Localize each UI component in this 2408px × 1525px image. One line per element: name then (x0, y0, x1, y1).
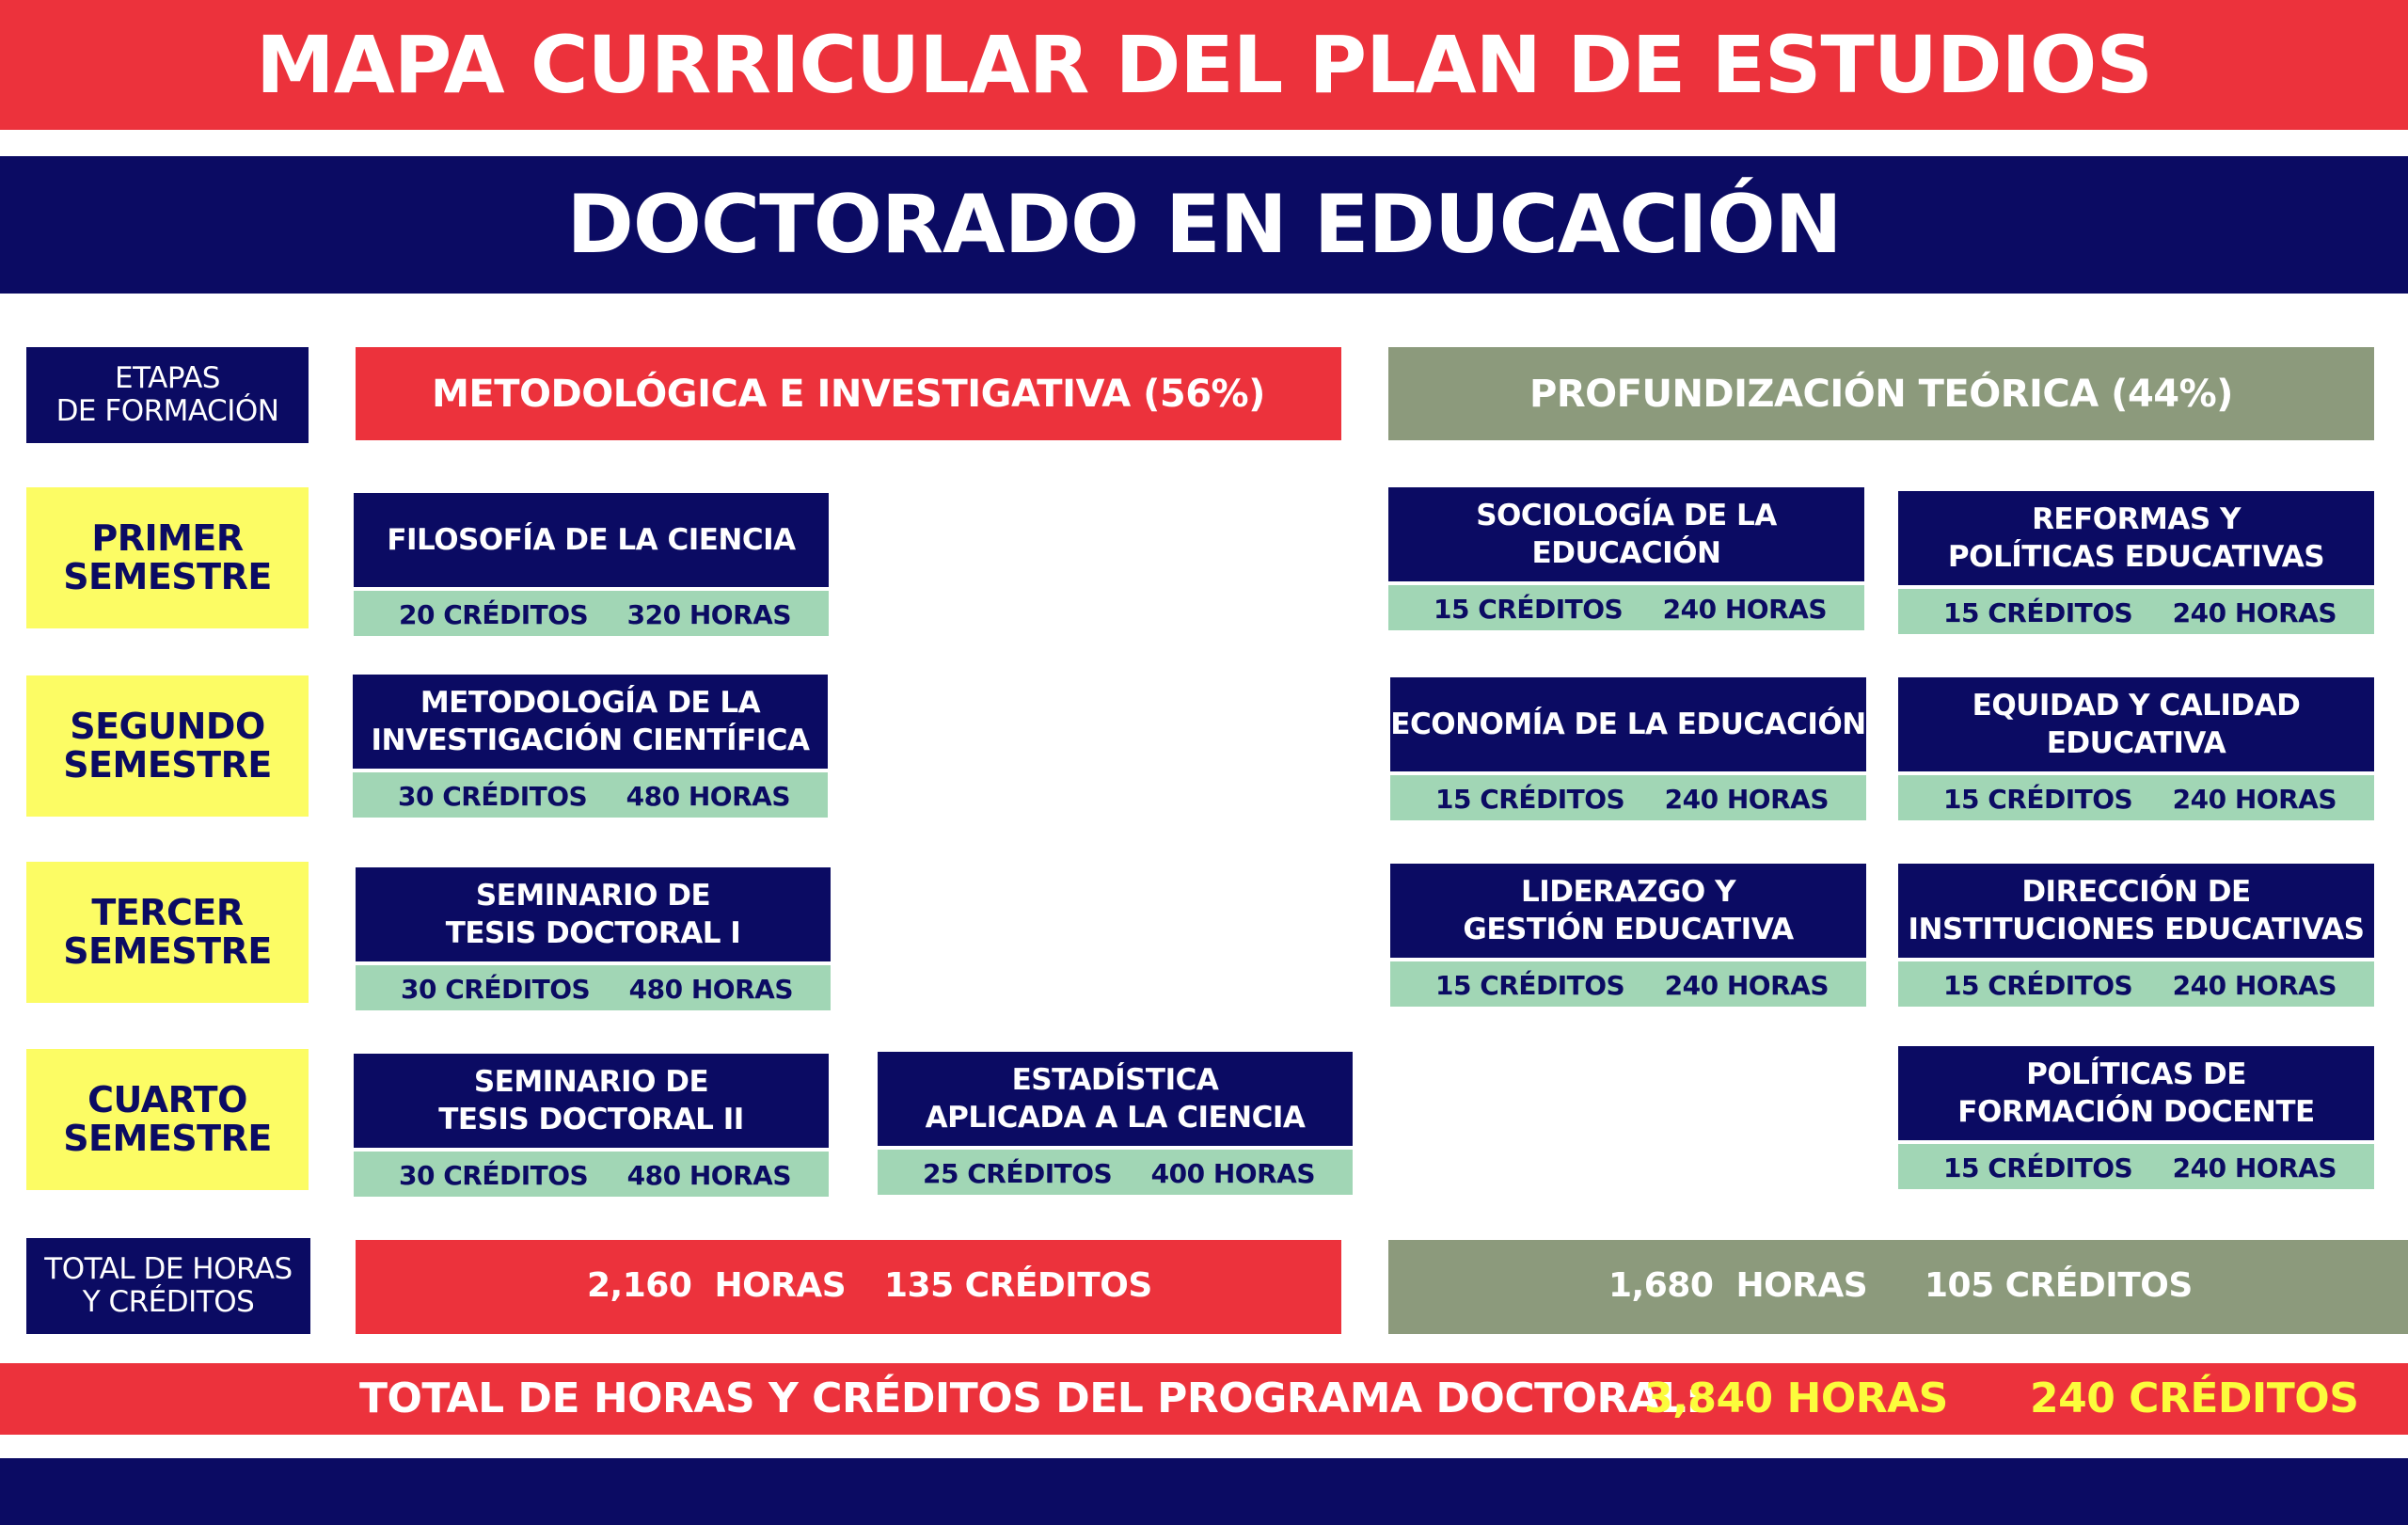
course-card (1388, 487, 1864, 630)
course-credits: 15 CRÉDITOS (1943, 970, 2133, 1001)
totals-header (26, 1238, 310, 1334)
course-hours: 240 HORAS (1662, 594, 1827, 625)
semester-4 (26, 1049, 309, 1190)
course-card (353, 675, 828, 818)
course-hours: 480 HORAS (626, 781, 790, 812)
course-card (1898, 491, 2374, 634)
semester-3-label: TERCER SEMESTRE (63, 892, 272, 972)
course-card (1390, 864, 1866, 1007)
course-footer (1898, 961, 2374, 1007)
grand-total-credits: 240 CRÉDITOS (2030, 1374, 2359, 1422)
course-card (1898, 864, 2374, 1007)
totals-theoretical (1388, 1240, 2408, 1334)
course-hours: 240 HORAS (2172, 970, 2337, 1001)
totals-methodological (356, 1240, 1341, 1334)
course-hours: 320 HORAS (626, 599, 791, 630)
course-footer (354, 1152, 829, 1197)
course-card (356, 867, 831, 1010)
course-credits: 15 CRÉDITOS (1435, 784, 1625, 815)
course-credits: 15 CRÉDITOS (1943, 597, 2133, 628)
course-credits: 30 CRÉDITOS (398, 781, 588, 812)
stages-label: ETAPAS DE FORMACIÓN (55, 361, 279, 428)
course-footer (354, 591, 829, 636)
program-banner (0, 156, 2408, 294)
course-footer (1388, 585, 1864, 630)
totals-label: TOTAL DE HORAS Y CRÉDITOS (44, 1252, 293, 1319)
course-credits: 15 CRÉDITOS (1943, 1152, 2133, 1183)
semester-2-label: SEGUNDO SEMESTRE (63, 706, 272, 786)
course-name: SOCIOLOGÍA DE LA EDUCACIÓN (1388, 487, 1864, 581)
course-card (354, 1054, 829, 1197)
course-hours: 240 HORAS (1664, 784, 1829, 815)
footer-band (0, 1458, 2408, 1525)
course-name: POLÍTICAS DE FORMACIÓN DOCENTE (1898, 1046, 2374, 1140)
area-methodological (356, 347, 1341, 440)
course-name: REFORMAS Y POLÍTICAS EDUCATIVAS (1898, 491, 2374, 585)
course-credits: 15 CRÉDITOS (1943, 784, 2133, 815)
theoretical-hours: 1,680 HORAS (1608, 1266, 1868, 1305)
course-footer (356, 965, 831, 1010)
course-footer (1898, 589, 2374, 634)
course-credits: 15 CRÉDITOS (1434, 594, 1624, 625)
area-theoretical (1388, 347, 2374, 440)
course-name: DIRECCIÓN DE INSTITUCIONES EDUCATIVAS (1898, 864, 2374, 958)
course-name: FILOSOFÍA DE LA CIENCIA (354, 493, 829, 587)
course-name: SEMINARIO DE TESIS DOCTORAL I (356, 867, 831, 961)
stages-header (26, 347, 309, 443)
course-card (354, 493, 829, 636)
semester-2 (26, 675, 309, 817)
course-hours: 240 HORAS (1664, 970, 1829, 1001)
course-credits: 15 CRÉDITOS (1435, 970, 1625, 1001)
course-card (878, 1052, 1353, 1195)
grand-total-label: TOTAL DE HORAS Y CRÉDITOS DEL PROGRAMA DOCTORAL: (359, 1374, 1703, 1422)
course-footer (353, 772, 828, 818)
course-footer (1898, 775, 2374, 820)
course-hours: 240 HORAS (2172, 597, 2337, 628)
course-hours: 400 HORAS (1150, 1158, 1315, 1189)
course-hours: 480 HORAS (628, 974, 793, 1005)
methodological-credits: 135 CRÉDITOS (884, 1266, 1152, 1305)
semester-4-label: CUARTO SEMESTRE (63, 1079, 272, 1159)
course-name: METODOLOGÍA DE LA INVESTIGACIÓN CIENTÍFICA (353, 675, 828, 769)
course-footer (878, 1150, 1353, 1195)
program-title: DOCTORADO EN EDUCACIÓN (566, 178, 1842, 272)
course-name: EQUIDAD Y CALIDAD EDUCATIVA (1898, 677, 2374, 771)
theoretical-credits: 105 CRÉDITOS (1925, 1266, 2193, 1305)
course-name: SEMINARIO DE TESIS DOCTORAL II (354, 1054, 829, 1148)
course-footer (1390, 775, 1866, 820)
methodological-hours: 2,160 HORAS (587, 1266, 847, 1305)
course-footer (1898, 1144, 2374, 1189)
area-methodological-label: METODOLÓGICA E INVESTIGATIVA (56%) (432, 372, 1265, 416)
semester-3 (26, 862, 309, 1003)
course-hours: 240 HORAS (2172, 784, 2337, 815)
course-name: ECONOMÍA DE LA EDUCACIÓN (1390, 677, 1866, 771)
page-title: MAPA CURRICULAR DEL PLAN DE ESTUDIOS (256, 19, 2152, 111)
course-card (1898, 1046, 2374, 1189)
grand-total-banner (0, 1363, 2408, 1435)
course-name: ESTADÍSTICA APLICADA A LA CIENCIA (878, 1052, 1353, 1146)
course-credits: 25 CRÉDITOS (923, 1158, 1113, 1189)
title-banner (0, 0, 2408, 130)
course-name: LIDERAZGO Y GESTIÓN EDUCATIVA (1390, 864, 1866, 958)
course-card (1390, 677, 1866, 820)
grand-total-hours: 3,840 HORAS (1644, 1374, 1948, 1422)
course-credits: 20 CRÉDITOS (399, 599, 589, 630)
course-credits: 30 CRÉDITOS (399, 1160, 589, 1191)
course-footer (1390, 961, 1866, 1007)
course-hours: 480 HORAS (626, 1160, 791, 1191)
course-credits: 30 CRÉDITOS (401, 974, 591, 1005)
course-hours: 240 HORAS (2172, 1152, 2337, 1183)
area-theoretical-label: PROFUNDIZACIÓN TEÓRICA (44%) (1529, 372, 2233, 416)
semester-1-label: PRIMER SEMESTRE (63, 517, 272, 597)
semester-1 (26, 487, 309, 628)
course-card (1898, 677, 2374, 820)
